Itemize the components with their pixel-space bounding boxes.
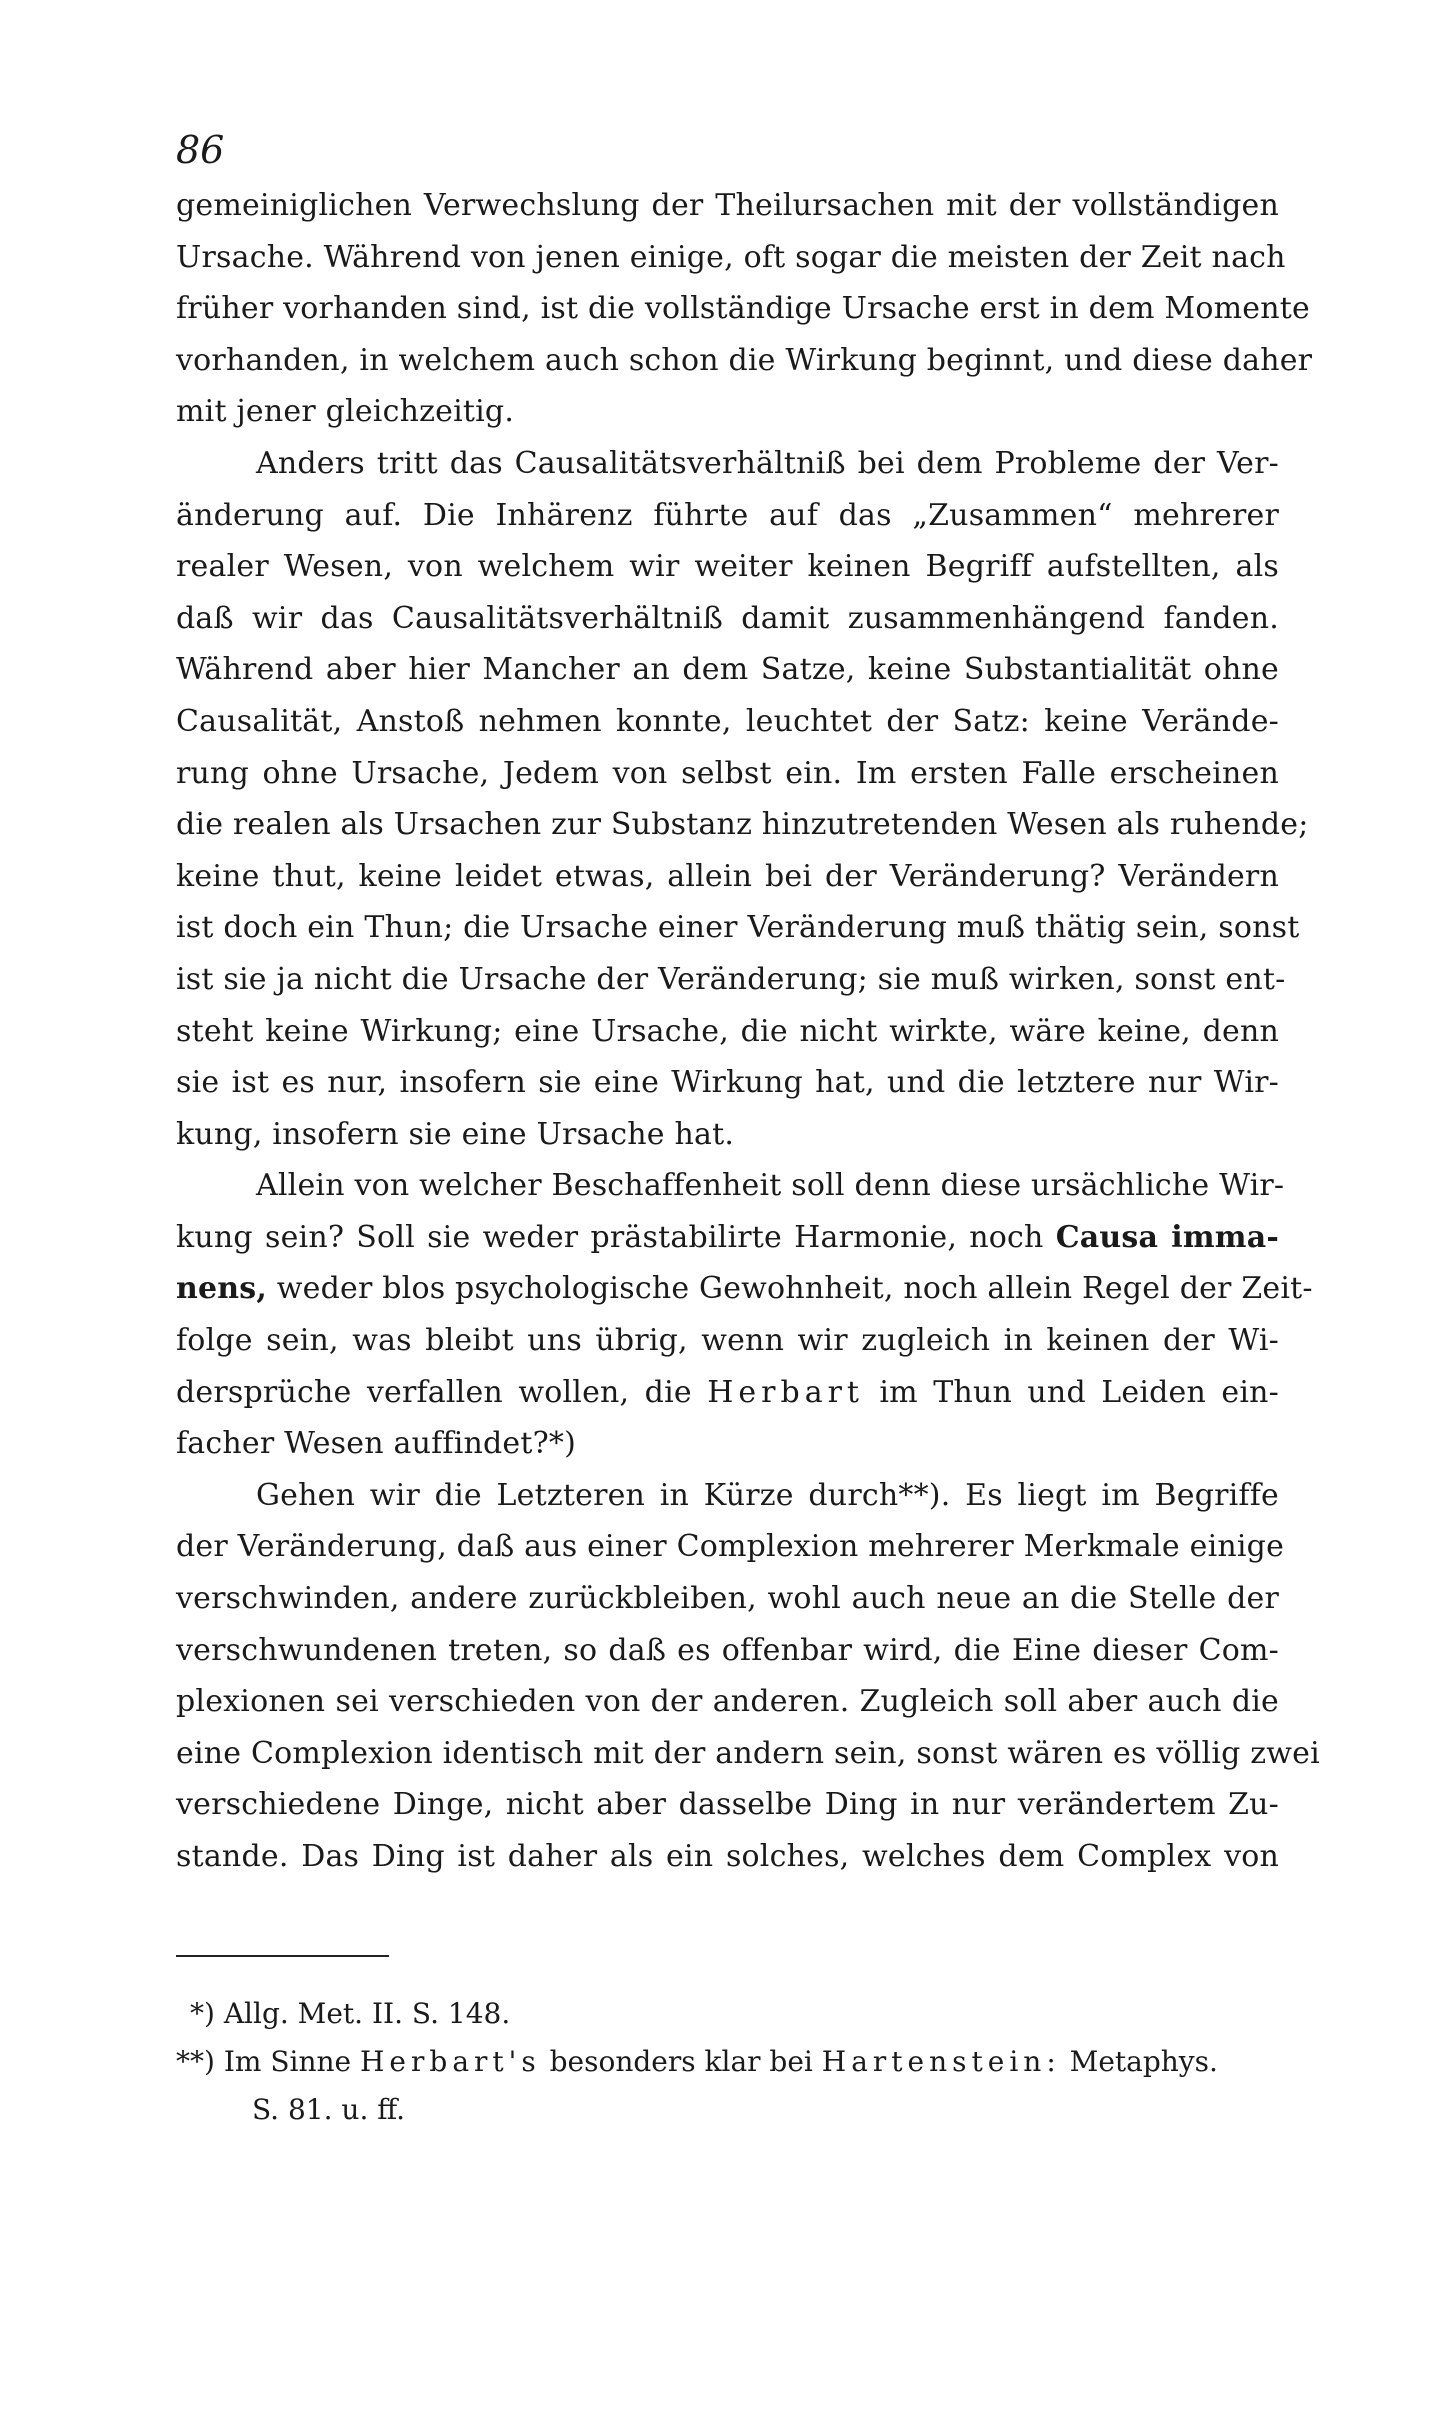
text-line: eine Complexion identisch mit der andern sein, sonst wären es völlig zwei xyxy=(176,1735,1320,1771)
text-line: facher Wesen auffindet?*) xyxy=(176,1426,577,1462)
footnote-text: *) Allg. Met. II. S. 148. xyxy=(190,1997,511,2030)
text-line: die realen als Ursachen zur Substanz hinzutretenden Wesen als ruhende; xyxy=(176,807,1309,843)
text-segment: im Thun und Leiden ein- xyxy=(863,1374,1279,1410)
text-line: folge sein, was bleibt uns übrig, wenn wir zugleich in keinen der Wi- xyxy=(176,1323,1279,1359)
text-line: Causalität, Anstoß nehmen konnte, leuchtet der Satz: keine Verände- xyxy=(176,703,1279,739)
footnote-divider xyxy=(176,1955,389,1957)
author-name: Hartenstein: xyxy=(821,2045,1061,2078)
text-line xyxy=(176,1263,1313,1315)
footnote-1 xyxy=(176,1990,1279,2038)
text-line xyxy=(176,1367,1279,1419)
text-line: der Veränderung, daß aus einer Complexion mehrerer Merkmale einige xyxy=(176,1529,1285,1565)
text-line: Während aber hier Mancher an dem Satze, keine Substantialität ohne xyxy=(176,652,1279,688)
text-line: verschwundenen treten, so daß es offenbar wird, die Eine dieser Com- xyxy=(176,1632,1279,1668)
main-text xyxy=(176,180,1320,1883)
text-line: änderung auf. Die Inhärenz führte auf das „Zusammen“ mehrerer xyxy=(176,497,1279,533)
text-line: plexionen sei verschieden von der anderen. Zugleich soll aber auch die xyxy=(176,1684,1279,1720)
text-line: steht keine Wirkung; eine Ursache, die nicht wirkte, wäre keine, denn xyxy=(176,1013,1279,1049)
text-line: Anders tritt das Causalitätsverhältniß bei dem Probleme der Ver- xyxy=(256,445,1279,481)
footnote-text: besonders klar bei xyxy=(540,2045,822,2078)
text-line: früher vorhanden sind, ist die vollständige Ursache erst in dem Momente xyxy=(176,291,1310,327)
text-line: ist sie ja nicht die Ursache der Veränderung; sie muß wirken, sonst ent- xyxy=(176,961,1286,997)
latin-term: Causa imma- xyxy=(1055,1219,1280,1255)
text-line: keine thut, keine leidet etwas, allein bei der Veränderung? Verändern xyxy=(176,858,1279,894)
text-line: Allein von welcher Beschaffenheit soll denn diese ursächliche Wir- xyxy=(256,1168,1285,1204)
footnote-2 xyxy=(176,2038,1279,2086)
author-name: Herbart xyxy=(707,1374,864,1410)
text-line: rung ohne Ursache, Jedem von selbst ein. Im ersten Falle erscheinen xyxy=(176,755,1279,791)
footnotes xyxy=(176,1990,1279,2134)
footnote-text: S. 81. u. ff. xyxy=(252,2093,406,2126)
text-line: Ursache. Während von jenen einige, oft sogar die meisten der Zeit nach xyxy=(176,239,1286,275)
text-line: stande. Das Ding ist daher als ein solches, welches dem Complex von xyxy=(176,1839,1279,1874)
text-line: sie ist es nur, insofern sie eine Wirkung hat, und die letztere nur Wir- xyxy=(176,1065,1279,1101)
latin-term: nens, xyxy=(176,1271,268,1307)
text-line: vorhanden, in welchem auch schon die Wirkung beginnt, und diese daher xyxy=(176,342,1313,378)
footnote-text: Metaphys. xyxy=(1060,2045,1218,2078)
text-segment: weder blos psychologische Gewohnheit, noch allein Regel der Zeit- xyxy=(267,1271,1313,1307)
text-line xyxy=(176,1212,1279,1264)
text-line: daß wir das Causalitätsverhältniß damit zusammenhängend fanden. xyxy=(176,600,1279,636)
text-line: verschiedene Dinge, nicht aber dasselbe Ding in nur verändertem Zu- xyxy=(176,1787,1279,1823)
text-line: Gehen wir die Letzteren in Kürze durch**). Es liegt im Begriffe xyxy=(256,1477,1279,1513)
text-segment: kung sein? Soll sie weder prästabilirte Harmonie, noch xyxy=(176,1219,1056,1255)
text-segment: dersprüche verfallen wollen, die xyxy=(176,1374,708,1410)
text-line: gemeiniglichen Verwechslung der Theilursachen mit der vollständigen xyxy=(176,188,1279,223)
text-line: realer Wesen, von welchem wir weiter keinen Begriff aufstellten, als xyxy=(176,549,1279,585)
page-number: 86 xyxy=(176,128,225,172)
footnote-text: **) Im Sinne xyxy=(176,2045,361,2078)
text-line: mit jener gleichzeitig. xyxy=(176,394,515,430)
text-line: ist doch ein Thun; die Ursache einer Veränderung muß thätig sein, sonst xyxy=(176,910,1300,946)
author-name: Herbart's xyxy=(360,2045,541,2078)
text-line: kung, insofern sie eine Ursache hat. xyxy=(176,1116,735,1152)
text-line: verschwinden, andere zurückbleiben, wohl auch neue an die Stelle der xyxy=(176,1581,1279,1617)
footnote-2-continued xyxy=(176,2086,1279,2134)
